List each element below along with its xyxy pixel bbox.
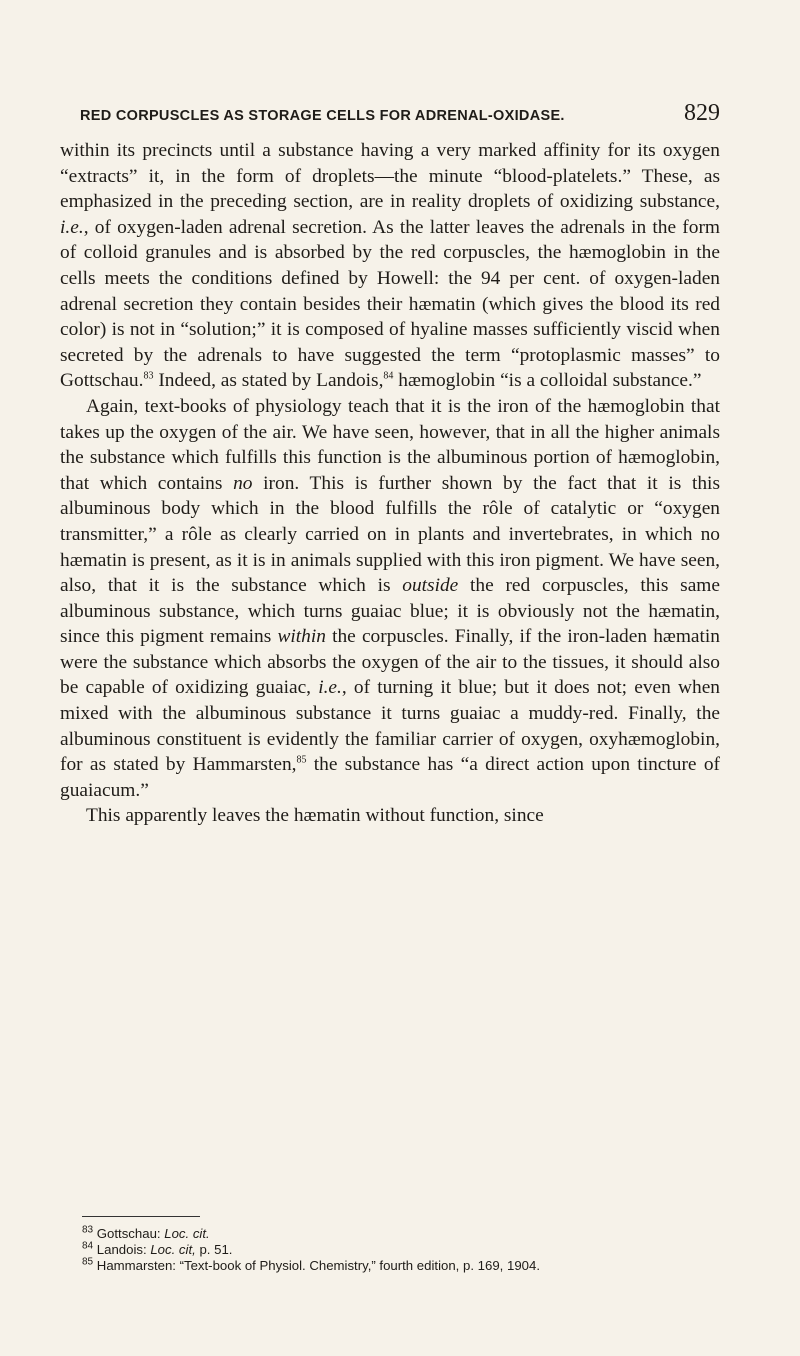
paragraph xyxy=(60,803,720,829)
body-text xyxy=(60,138,720,829)
text-run: the corpuscles. Finally, if the iron-laden hæmatin were the substance which absorbs the oxygen of the air to the tissues, it should also be capable of oxidizing guaiac, xyxy=(60,626,720,699)
footnote-number: 85 xyxy=(82,1256,94,1268)
italic-run: i.e. xyxy=(318,677,342,699)
footnote xyxy=(60,1258,720,1274)
footnote xyxy=(60,1242,720,1258)
running-title: RED CORPUSCLES AS STORAGE CELLS FOR ADRENAL-OXIDASE. xyxy=(80,108,565,124)
text-run: Gottschau: xyxy=(96,1226,165,1241)
footnote-ref: 85 xyxy=(296,754,307,766)
text-run: within its precincts until a substance having a very marked affinity for its oxygen “extracts” it, in the form of droplets—the minute “blood-platelets.” These, as emphasized in the preceding section, are in reality droplets of oxidizing substance, xyxy=(60,140,720,213)
text-run: p. 51. xyxy=(195,1242,233,1257)
text-run: Again, text-books of physiology teach that it is the iron of the hæmoglobin that takes up the oxygen of the air. We have seen, however, that in all the higher animals the substance which fulfills this function is the albuminous portion of hæmoglobin, that which contains xyxy=(60,395,720,494)
paragraph xyxy=(60,138,720,394)
text-run: Landois: xyxy=(96,1242,151,1257)
italic-run: within xyxy=(277,626,326,648)
text-run: This apparently leaves the hæmatin without function, since xyxy=(86,805,544,827)
italic-run: i.e. xyxy=(60,216,84,238)
paragraph xyxy=(60,394,720,804)
italic-run: outside xyxy=(402,575,459,597)
page-header xyxy=(60,100,720,127)
text-run: the substance has “a direct action upon tincture of guaiacum.” xyxy=(60,754,720,801)
footnote-number: 83 xyxy=(82,1224,94,1236)
italic-run: Loc. cit. xyxy=(164,1226,210,1241)
text-run: hæmoglobin “is a colloidal substance.” xyxy=(393,370,702,392)
footnote-divider xyxy=(82,1216,200,1217)
text-run: , of oxygen-laden adrenal secretion. As the latter leaves the adrenals in the form of colloid granules and is absorbed by the red corpuscles, the hæmoglobin in the cells meets the conditions defined by Howell: the 94 per cent. of oxygen-laden adrenal secretion they contain besides their hæmatin (which gives the blood its red color) is not in “solution;” it is composed of hyaline masses sufficiently viscid when secreted by the adrenals to have suggested the term “protoplasmic masses” to Gottschau. xyxy=(60,216,720,392)
footnotes xyxy=(60,1226,720,1274)
text-run: the red corpuscles, this same albuminous substance, which turns guaiac blue; it is obviously not the hæmatin, since this pigment remains xyxy=(60,575,721,648)
italic-run: Loc. cit, xyxy=(150,1242,196,1257)
text-run: Hammarsten: “Text-book of Physiol. Chemistry,” fourth edition, p. 169, 1904. xyxy=(96,1258,540,1273)
text-run: iron. This is further shown by the fact that it is this albuminous body which in the blood fulfills the rôle of catalytic or “oxygen transmitter,” a rôle as clearly carried on in plants and invertebrates, in which no hæmatin is present, as it is in animals supplied with this iron pigment. We have seen, also, that it is the substance which is xyxy=(60,472,720,597)
footnote-ref: 83 xyxy=(143,370,154,382)
text-run: , of turning it blue; but it does not; even when mixed with the albuminous substance it turns guaiac a muddy-red. Finally, the albuminous constituent is evidently the familiar carrier of oxygen, oxyhæmoglobin, for as stated by Hammarsten, xyxy=(60,677,720,776)
footnote xyxy=(60,1226,720,1242)
text-run: Indeed, as stated by Landois, xyxy=(153,370,384,392)
page-number: 829 xyxy=(684,100,720,126)
footnote-number: 84 xyxy=(82,1240,94,1252)
italic-run: no xyxy=(233,472,253,494)
footnote-ref: 84 xyxy=(383,370,394,382)
